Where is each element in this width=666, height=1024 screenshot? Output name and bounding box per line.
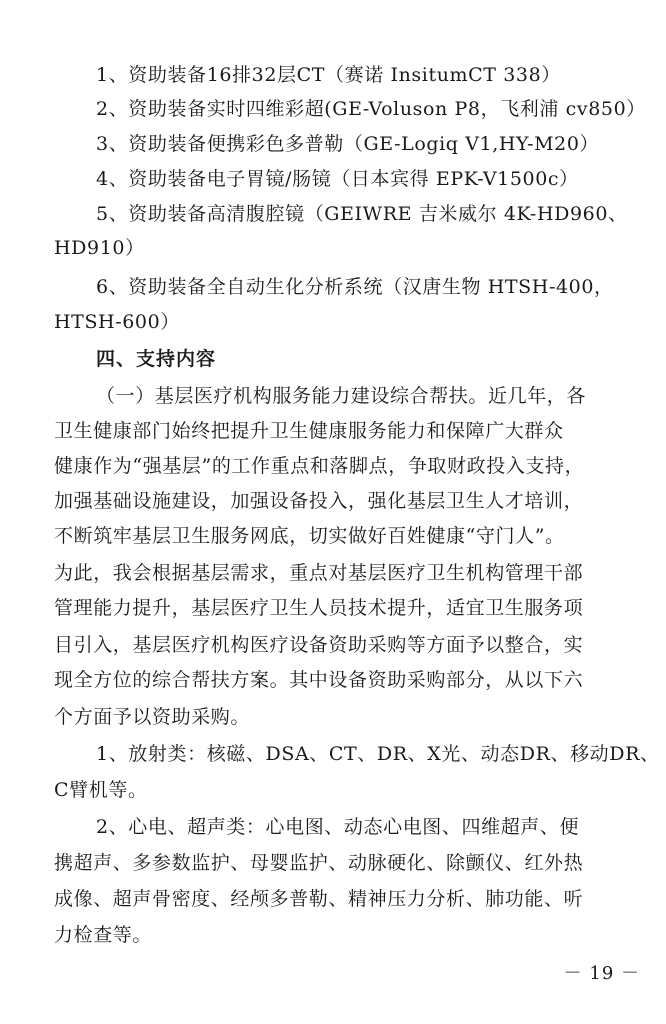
paragraph-line: 不断筑牢基层卫生服务网底，切实做好百姓健康“守门人”。 — [54, 525, 565, 547]
category-radiology: 1、放射类：核磁、DSA、CT、DR、X光、动态DR、移动DR、 — [96, 743, 660, 765]
category-radiology-continued: C臂机等。 — [54, 779, 148, 801]
equipment-item-3: 3、资助装备便携彩色多普勒（GE-Logiq V1,HY-M20） — [96, 133, 600, 155]
equipment-item-6: 6、资助装备全自动生化分析系统（汉唐生物 HTSH-400， — [96, 276, 614, 298]
category-ecg-ultrasound-continued: 成像、超声骨密度、经颅多普勒、精神压力分析、肺功能、听 — [54, 888, 584, 910]
section-heading: 四、支持内容 — [96, 348, 217, 370]
equipment-item-2: 2、资助装备实时四维彩超(GE-Voluson P8，飞利浦 cv850） — [96, 98, 646, 120]
equipment-item-6-continued: HTSH-600） — [54, 311, 180, 333]
category-ecg-ultrasound-continued: 力检查等。 — [54, 924, 153, 946]
paragraph-line: 健康作为“强基层”的工作重点和落脚点，争取财政投入支持， — [54, 455, 585, 477]
page-number: － 19 － — [563, 963, 640, 984]
paragraph-line: 目引入，基层医疗机构医疗设备资助采购等方面予以整合，实 — [54, 634, 584, 656]
category-ecg-ultrasound-continued: 携超声、多参数监护、母婴监护、动脉硬化、除颤仪、红外热 — [54, 852, 584, 874]
paragraph-line: 管理能力提升，基层医疗卫生人员技术提升，适宜卫生服务项 — [54, 597, 584, 619]
paragraph-line: （一）基层医疗机构服务能力建设综合帮扶。近几年，各 — [96, 385, 587, 407]
paragraph-line: 现全方位的综合帮扶方案。其中设备资助采购部分，从以下六 — [54, 669, 584, 691]
equipment-item-5-continued: HD910） — [54, 237, 145, 259]
paragraph-line: 个方面予以资助采购。 — [54, 706, 251, 728]
equipment-item-4: 4、资助装备电子胃镜/肠镜（日本宾得 EPK-V1500c） — [96, 168, 579, 190]
paragraph-line: 为此，我会根据基层需求，重点对基层医疗卫生机构管理干部 — [54, 562, 584, 584]
category-ecg-ultrasound: 2、心电、超声类：心电图、动态心电图、四维超声、便 — [96, 816, 580, 838]
paragraph-line: 卫生健康部门始终把提升卫生健康服务能力和保障广大群众 — [54, 420, 564, 442]
equipment-item-1: 1、资助装备16排32层CT（赛诺 InsitumCT 338） — [96, 64, 561, 86]
equipment-item-5: 5、资助装备高清腹腔镜（GEIWRE 吉米威尔 4K-HD960、 — [96, 203, 628, 225]
paragraph-line: 加强基础设施建设，加强设备投入，强化基层卫生人才培训， — [54, 490, 584, 512]
